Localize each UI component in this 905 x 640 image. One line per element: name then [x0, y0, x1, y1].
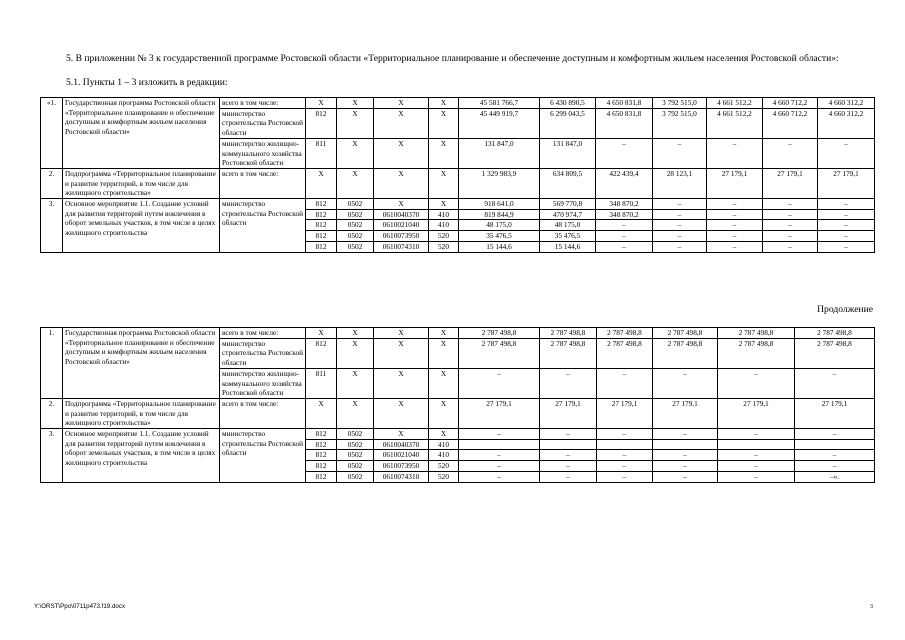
csr: 0610040370 — [374, 439, 429, 450]
vr: Х — [429, 168, 459, 198]
vr: Х — [429, 108, 459, 138]
value: – — [763, 199, 818, 210]
value: – — [540, 471, 597, 482]
value: – — [818, 220, 875, 231]
table-row — [41, 98, 875, 109]
value: – — [653, 199, 707, 210]
executor: всего в том числе: — [220, 168, 306, 198]
value: 348 870,2 — [596, 209, 653, 220]
csr: Х — [374, 328, 429, 339]
value: 45 581 766,7 — [459, 98, 540, 109]
vr: Х — [429, 338, 459, 368]
value: – — [818, 231, 875, 242]
value: – — [795, 461, 875, 472]
value: 348 870,2 — [596, 199, 653, 210]
value: – — [653, 220, 707, 231]
csr: 0610040370 — [374, 209, 429, 220]
csr: 0610021040 — [374, 450, 429, 461]
value: – — [653, 241, 707, 252]
value: – — [596, 220, 653, 231]
value: – — [818, 138, 875, 168]
program-name: Основное мероприятие 1.1. Создание условий для развития территорий путем вовлечения в оборот земельных участков, в том числе в целях жилищного строительства — [63, 199, 220, 253]
value: – — [653, 138, 707, 168]
value: 2 787 498,8 — [718, 338, 795, 368]
value: – — [459, 471, 540, 482]
value: 27 179,1 — [540, 398, 597, 428]
vr: 520 — [429, 231, 459, 242]
value: 35 476,5 — [459, 231, 540, 242]
value: 131 847,0 — [459, 138, 540, 168]
grbs: 812 — [306, 209, 337, 220]
executor: министерство строительства Ростовской области — [220, 199, 306, 253]
value: 27 179,1 — [795, 398, 875, 428]
value: – — [795, 450, 875, 461]
vr: Х — [429, 98, 459, 109]
value: – — [653, 450, 718, 461]
value: 2 787 498,8 — [459, 338, 540, 368]
value: – — [718, 461, 795, 472]
value: – — [459, 368, 540, 398]
intro-subparagraph: 5.1. Пункты 1 – 3 изложить в редакции: — [66, 77, 228, 88]
value: – — [540, 461, 597, 472]
csr: 0610074310 — [374, 471, 429, 482]
program-name: Государственная программа Ростовской области «Территориальное планирование и обеспечение доступным и комфортным жильем населения Ростовской области» — [63, 328, 220, 399]
grbs: 812 — [306, 231, 337, 242]
csr: Х — [374, 108, 429, 138]
value: 422 439,4 — [596, 168, 653, 198]
value — [718, 439, 795, 450]
budget-table-2 — [40, 327, 875, 483]
intro-paragraph: 5. В приложении № 3 к государственной программе Ростовской области «Территориальное планирование и обеспечение доступным и комфортным жильем населения Ростовской области»: — [66, 53, 839, 64]
csr: Х — [374, 368, 429, 398]
row-number: 2. — [41, 398, 63, 428]
value: 4 650 831,8 — [596, 98, 653, 109]
program-name: Основное мероприятие 1.1. Создание условий для развития территорий путем вовлечения в оборот земельных участков, в том числе в целях жилищного строительства — [63, 429, 220, 483]
continuation-label: Продолжение — [817, 304, 873, 315]
executor: министерство жилищно-коммунального хозяйства Ростовской области — [220, 368, 306, 398]
value: – — [540, 450, 597, 461]
executor: всего в том числе: — [220, 98, 306, 109]
value — [540, 439, 597, 450]
rzpr: Х — [337, 168, 374, 198]
value: – — [707, 220, 763, 231]
rzpr: Х — [337, 338, 374, 368]
value: – — [459, 429, 540, 440]
row-number: 3. — [41, 429, 63, 483]
vr: 410 — [429, 220, 459, 231]
rzpr: 0502 — [337, 241, 374, 252]
value: 4 660 712,2 — [763, 108, 818, 138]
rzpr: 0502 — [337, 439, 374, 450]
grbs: 812 — [306, 461, 337, 472]
value: 2 787 498,8 — [540, 328, 597, 339]
value: 27 179,1 — [707, 168, 763, 198]
value: 2 787 498,8 — [795, 328, 875, 339]
value: – — [540, 368, 597, 398]
vr: 520 — [429, 241, 459, 252]
rzpr: 0502 — [337, 199, 374, 210]
executor: министерство строительства Ростовской области — [220, 338, 306, 368]
grbs: Х — [306, 328, 337, 339]
value: 27 179,1 — [459, 398, 540, 428]
grbs: 812 — [306, 439, 337, 450]
rzpr: Х — [337, 328, 374, 339]
vr: Х — [429, 328, 459, 339]
row-number: 2. — [41, 168, 63, 198]
value: 2 787 498,8 — [597, 328, 653, 339]
grbs: 811 — [306, 138, 337, 168]
value: 27 179,1 — [653, 398, 718, 428]
value: – — [763, 138, 818, 168]
grbs: 812 — [306, 108, 337, 138]
value: – — [818, 241, 875, 252]
csr: Х — [374, 398, 429, 428]
vr: 410 — [429, 209, 459, 220]
value: 2 787 498,8 — [653, 338, 718, 368]
value: 2 787 498,8 — [597, 338, 653, 368]
value: – — [653, 231, 707, 242]
vr: 410 — [429, 450, 459, 461]
rzpr: Х — [337, 368, 374, 398]
vr: 520 — [429, 461, 459, 472]
value: – — [718, 429, 795, 440]
file-path-footer: Y:\ORST\Ppo\0711p473.f19.docx — [34, 603, 126, 610]
value: 27 179,1 — [597, 398, 653, 428]
rzpr: 0502 — [337, 450, 374, 461]
value: – — [707, 209, 763, 220]
csr: Х — [374, 338, 429, 368]
executor: всего в том числе: — [220, 328, 306, 339]
value: 15 144,6 — [540, 241, 596, 252]
value: –». — [795, 471, 875, 482]
grbs: 812 — [306, 338, 337, 368]
grbs: 812 — [306, 450, 337, 461]
value: 6 430 890,5 — [540, 98, 596, 109]
value: – — [818, 199, 875, 210]
csr: Х — [374, 168, 429, 198]
grbs: 812 — [306, 241, 337, 252]
rzpr: 0502 — [337, 231, 374, 242]
budget-table-1 — [40, 97, 875, 253]
value: 27 179,1 — [718, 398, 795, 428]
rzpr: 0502 — [337, 429, 374, 440]
program-name: Подпрограмма «Территориальное планирование и развитие территорий, в том числе для жилищного строительства» — [63, 398, 220, 428]
value — [459, 439, 540, 450]
grbs: 811 — [306, 368, 337, 398]
row-number: «1. — [41, 98, 63, 169]
value: 131 847,0 — [540, 138, 596, 168]
value: – — [795, 368, 875, 398]
value: 2 787 498,8 — [653, 328, 718, 339]
value: 4 660 312,2 — [818, 98, 875, 109]
rzpr: 0502 — [337, 220, 374, 231]
value: 819 844,9 — [459, 209, 540, 220]
value: – — [540, 429, 597, 440]
value: – — [597, 461, 653, 472]
value: 4 660 712,2 — [763, 98, 818, 109]
value: 3 792 515,0 — [653, 98, 707, 109]
table-row — [41, 429, 875, 440]
value: 1 329 983,9 — [459, 168, 540, 198]
row-number: 1. — [41, 328, 63, 399]
value: – — [763, 209, 818, 220]
value: 470 974,7 — [540, 209, 596, 220]
vr: Х — [429, 199, 459, 210]
grbs: 812 — [306, 220, 337, 231]
executor: министерство строительства Ростовской области — [220, 108, 306, 138]
value: – — [596, 231, 653, 242]
program-name: Подпрограмма «Территориальное планирование и развитие территорий, в том числе для жилищного строительства» — [63, 168, 220, 198]
rzpr: 0502 — [337, 209, 374, 220]
value: 6 299 043,5 — [540, 108, 596, 138]
value: 918 641,0 — [459, 199, 540, 210]
value: – — [718, 471, 795, 482]
grbs: Х — [306, 168, 337, 198]
value: – — [763, 220, 818, 231]
vr: Х — [429, 429, 459, 440]
value: – — [653, 429, 718, 440]
csr: Х — [374, 138, 429, 168]
value — [597, 439, 653, 450]
value: 2 787 498,8 — [459, 328, 540, 339]
value: – — [707, 199, 763, 210]
value: 2 787 498,8 — [540, 338, 597, 368]
csr: Х — [374, 199, 429, 210]
grbs: Х — [306, 398, 337, 428]
page-number: 3 — [869, 603, 873, 610]
value: – — [459, 461, 540, 472]
rzpr: Х — [337, 98, 374, 109]
value: 48 175,0 — [540, 220, 596, 231]
csr: 0610074310 — [374, 241, 429, 252]
table-row — [41, 328, 875, 339]
value: – — [653, 368, 718, 398]
value: – — [459, 450, 540, 461]
table-row — [41, 168, 875, 198]
value: – — [597, 450, 653, 461]
table-row — [41, 398, 875, 428]
rzpr: Х — [337, 398, 374, 428]
executor: всего в том числе: — [220, 398, 306, 428]
value: – — [653, 461, 718, 472]
value: – — [707, 138, 763, 168]
value: 3 792 515,0 — [653, 108, 707, 138]
value: 4 661 512,2 — [707, 108, 763, 138]
executor: министерство строительства Ростовской области — [220, 429, 306, 483]
value: 634 809,5 — [540, 168, 596, 198]
value: 28 123,1 — [653, 168, 707, 198]
value: – — [718, 368, 795, 398]
value: 45 449 919,7 — [459, 108, 540, 138]
vr: 410 — [429, 439, 459, 450]
value: 27 179,1 — [763, 168, 818, 198]
csr: 0610073950 — [374, 231, 429, 242]
value: 569 770,8 — [540, 199, 596, 210]
value: 35 476,5 — [540, 231, 596, 242]
table-row — [41, 199, 875, 210]
value: – — [763, 231, 818, 242]
value: 48 175,0 — [459, 220, 540, 231]
vr: Х — [429, 368, 459, 398]
value: – — [653, 471, 718, 482]
value: 27 179,1 — [818, 168, 875, 198]
executor: министерство жилищно-коммунального хозяйства Ростовской области — [220, 138, 306, 168]
grbs: 812 — [306, 471, 337, 482]
vr: 520 — [429, 471, 459, 482]
value: – — [597, 471, 653, 482]
rzpr: Х — [337, 138, 374, 168]
vr: Х — [429, 138, 459, 168]
value: – — [597, 429, 653, 440]
value: 15 144,6 — [459, 241, 540, 252]
value — [795, 439, 875, 450]
value: – — [795, 429, 875, 440]
value: – — [597, 368, 653, 398]
value: 4 660 312,2 — [818, 108, 875, 138]
value: – — [718, 450, 795, 461]
grbs: Х — [306, 98, 337, 109]
grbs: 812 — [306, 199, 337, 210]
grbs: 812 — [306, 429, 337, 440]
value: 2 787 498,8 — [718, 328, 795, 339]
value: – — [596, 138, 653, 168]
value: – — [818, 209, 875, 220]
csr: 0610073950 — [374, 461, 429, 472]
rzpr: 0502 — [337, 461, 374, 472]
value: 2 787 498,8 — [795, 338, 875, 368]
value: 4 661 512,2 — [707, 98, 763, 109]
csr: Х — [374, 429, 429, 440]
value: 4 650 831,8 — [596, 108, 653, 138]
csr: 0610021040 — [374, 220, 429, 231]
rzpr: Х — [337, 108, 374, 138]
value: – — [763, 241, 818, 252]
rzpr: 0502 — [337, 471, 374, 482]
value: – — [596, 241, 653, 252]
row-number: 3. — [41, 199, 63, 253]
csr: Х — [374, 98, 429, 109]
program-name: Государственная программа Ростовской области «Территориальное планирование и обеспечение доступным и комфортным жильем населения Ростовской области» — [63, 98, 220, 169]
value: – — [707, 231, 763, 242]
value: – — [653, 209, 707, 220]
value — [653, 439, 718, 450]
value: – — [707, 241, 763, 252]
vr: Х — [429, 398, 459, 428]
